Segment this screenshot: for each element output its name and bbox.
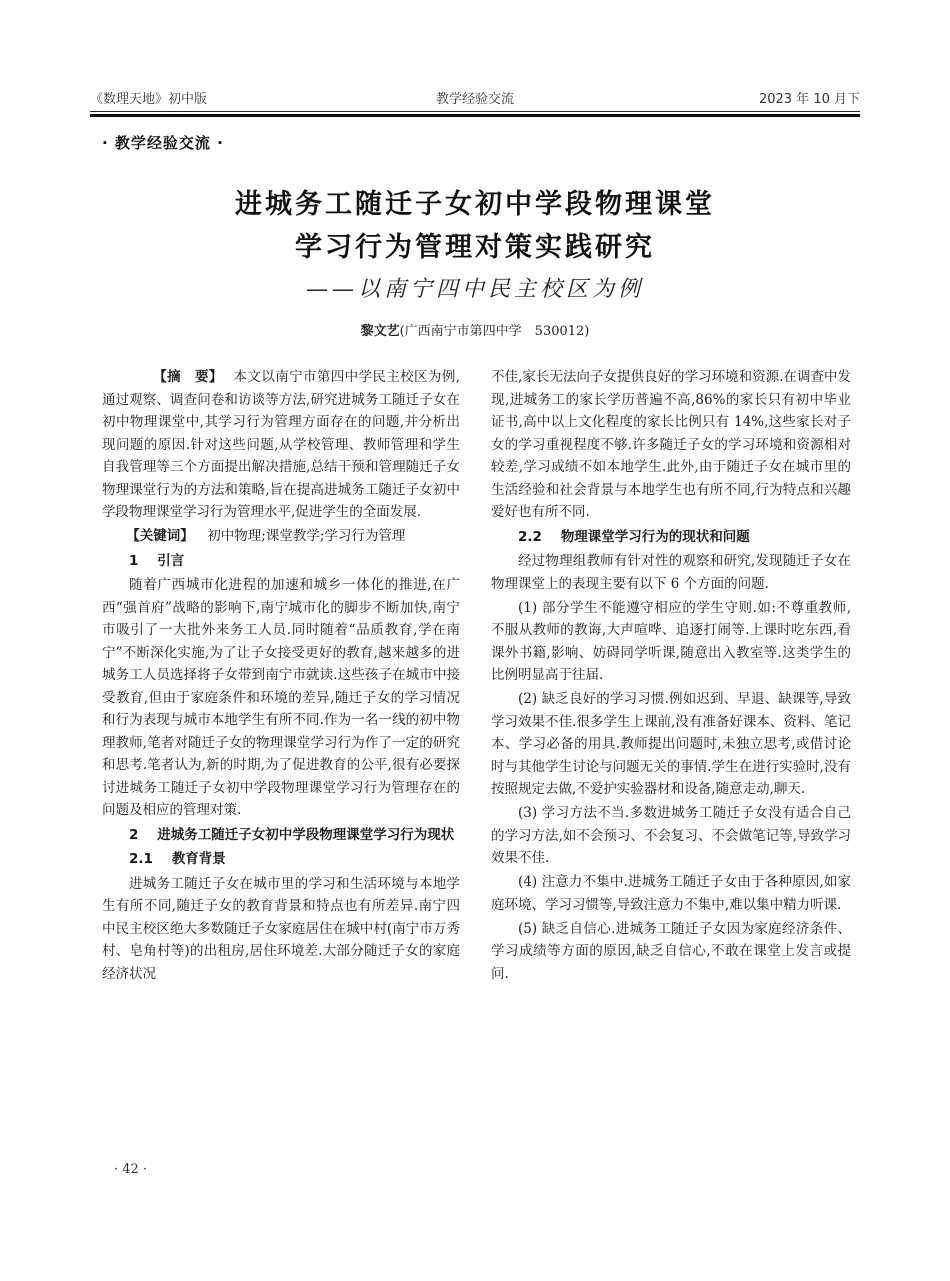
keywords-text: 初中物理;课堂教学;学习行为管理 [207, 528, 406, 544]
header-rule-thick [90, 114, 860, 117]
heading-text: 教育背景 [171, 851, 226, 867]
paragraph-background: 进城务工随迁子女在城市里的学习和生活环境与本地学生有所不同,随迁子女的教育背景和特点也有所差异.南宁四中民主校区绝大多数随迁子女家庭居住在城中村(南宁市万秀村、皂角村等)的出租房,居住环境差.大部分随迁子女的家庭经济状况 [102, 875, 460, 982]
heading-number: 2.2 [518, 528, 542, 545]
paragraph-problem-1: (1) 部分学生不能遵守相应的学生守则.如:不尊重教师,不服从教师的教诲,大声喧哗、追逐打闹等.上课时吃东西,看课外书籍,影响、妨碍同学听课,随意出入教室等.这类学生的比例明显高于往届. [491, 599, 851, 683]
heading-number: 2 [129, 826, 139, 843]
issue-date: 2023 年 10 月下 [758, 92, 860, 107]
author-line [0, 320, 950, 339]
subtitle: ——以南宁四中民主校区为例 [305, 277, 644, 302]
header-rule-thin [90, 111, 860, 112]
paragraph-problem-4: (4) 注意力不集中.进城务工随迁子女由于各种原因,如家庭环境、学习习惯等,导致注意力不集中,难以集中精力听课. [491, 874, 851, 913]
column-name: 教学经验交流 [435, 92, 514, 107]
title-line-2: 学习行为管理对策实践研究 [295, 232, 655, 263]
heading-classroom-behavior [491, 526, 851, 549]
heading-number: 1 [129, 552, 139, 569]
keywords [102, 525, 460, 548]
paragraph-introduction: 随着广西城市化进程的加速和城乡一体化的推进,在广西“强首府”战略的影响下,南宁城市化的脚步不断加快,南宁市吸引了一大批外来务工人员.同时随着“品质教育,学在南宁”不断深化实施,为了让子女接受更好的教育,越来越多的进城务工人员选择将子女带到南宁市就读.这些孩子在城市中接受教育,但由于家庭条件和环境的差异,随迁子女的学习情况和行为表现与城市本地学生有所不同.作为一名一线的初中物理教师,笔者对随迁子女的物理课堂学习行为作了一定的研究和思考.笔者认为,新的时期,为了促进教育的公平,很有必要探讨进城务工随迁子女初中学段物理课堂学习行为管理存在的问题及相应的管理对策. [102, 577, 460, 818]
paragraph-problem-2: (2) 缺乏良好的学习习惯.例如迟到、早退、缺课等,导致学习效果不佳.很多学生上课前,没有准备好课本、资料、笔记本、学习必备的用具.教师提出问题时,未独立思考,或借讨论时与其他学生讨论与问题无关的事情.学生在进行实验时,没有按照规定去做,不爱护实验器材和设备,随意走动,聊天. [491, 691, 851, 797]
title-line-1: 进城务工随迁子女初中学段物理课堂 [235, 189, 715, 220]
author-name: 黎文艺 [360, 324, 400, 339]
paragraph-continuation: 不佳,家长无法向子女提供良好的学习环境和资源.在调查中发现,进城务工的家长学历普遍不高,86%的家长只有初中毕业证书,高中以上文化程度的家长比例只有 14%,这些家长对子女的学习重视程度不够.许多随迁子女的学习环境和资源相对较差,学习成绩不如本地学生.此外,由于随迁子女在城市里的生活经验和社会背景与本地学生也有所不同,行为特点和兴趣爱好也有所不同. [491, 369, 851, 520]
paragraph-problems-intro: 经过物理组教师有针对性的观察和研究,发现随迁子女在物理课堂上的表现主要有以下 6 个方面的问题. [491, 553, 851, 592]
abstract-label: 【摘 要】 [153, 369, 223, 385]
heading-introduction [102, 550, 460, 573]
keywords-label: 【关键词】 [126, 528, 194, 544]
paragraph-problem-3: (3) 学习方法不当.多数进城务工随迁子女没有适合自己的学习方法,如不会预习、不会复习、不会做笔记等,导致学习效果不佳. [491, 805, 851, 866]
abstract [102, 366, 460, 524]
heading-text: 物理课堂学习行为的现状和问题 [560, 528, 750, 545]
heading-number: 2.1 [129, 851, 153, 867]
author-affiliation: (广西南宁市第四中学 530012) [399, 324, 590, 339]
heading-text: 进城务工随迁子女初中学段物理课堂学习行为现状 [157, 826, 455, 843]
abstract-text: 本文以南宁市第四中学民主校区为例,通过观察、调查问卷和访谈等方法,研究进城务工随迁子女在初中物理课堂中,其学习行为管理方面存在的问题,并分析出现问题的原因.针对这些问题,从学校管理、教师管理和学生自我管理等三个方面提出解决措施,总结干预和管理随迁子女物理课堂行为的方法和策略,旨在提高进城务工随迁子女初中学段物理课堂学习行为管理水平,促进学生的全面发展. [102, 369, 461, 520]
heading-education-background [102, 848, 460, 871]
right-column [491, 366, 851, 987]
running-header [90, 88, 860, 110]
page-number: · 42 · [114, 1162, 148, 1177]
left-column [102, 366, 460, 987]
heading-current-status [102, 824, 460, 847]
paragraph-problem-5: (5) 缺乏自信心.进城务工随迁子女因为家庭经济条件、学习成绩等方面的原因,缺乏自信心,不敢在课堂上发言或提问. [491, 920, 851, 982]
section-label: · 教学经验交流 · [102, 134, 224, 152]
journal-name: 《数理天地》初中版 [90, 92, 208, 107]
heading-text: 引言 [157, 552, 185, 569]
